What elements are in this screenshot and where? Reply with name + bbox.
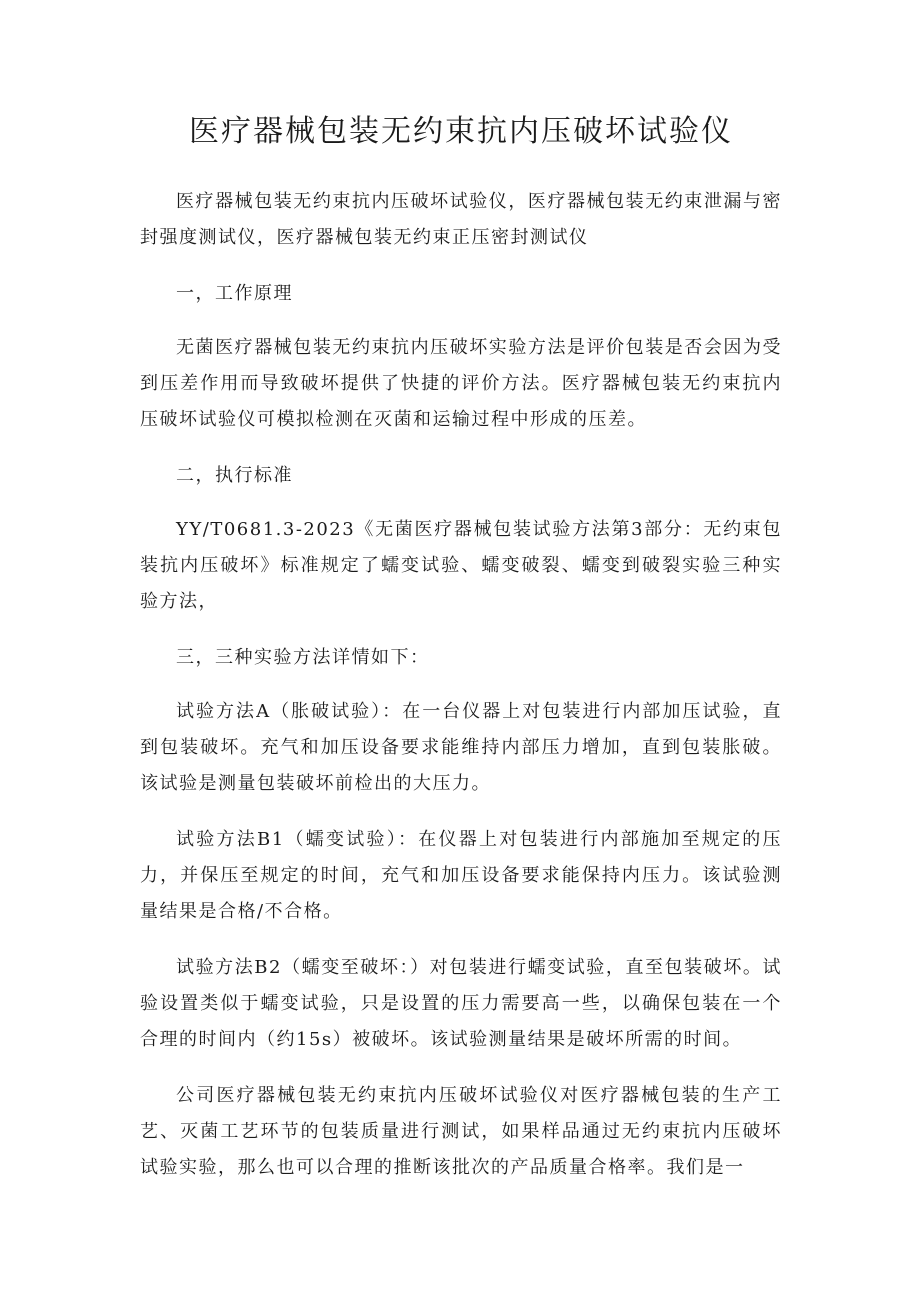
section-heading-methods: 三，三种实验方法详情如下：	[176, 647, 430, 668]
closing-paragraph: 公司医疗器械包装无约束抗内压破坏试验仪对医疗器械包装的生产工艺、灭菌工艺环节的包装质量进行测试，如果样品通过无约束抗内压破坏试验实验，那么也可以合理的推断该批次的产品质量合格率。我们是一	[140, 1085, 782, 1178]
method-b1-paragraph: 试验方法B1（蠕变试验）：在仪器上对包装进行内部施加至规定的压力，并保压至规定的时间，充气和加压设备要求能保持内压力。该试验测量结果是合格/不合格。	[140, 829, 782, 922]
standard-paragraph: YY/T0681.3-2023《无菌医疗器械包装试验方法第3部分：无约束包装抗内压破坏》标准规定了蠕变试验、蠕变破裂、蠕变到破裂实验三种实验方法，	[140, 519, 782, 612]
method-a-paragraph: 试验方法A（胀破试验）：在一台仪器上对包装进行内部加压试验，直到包装破坏。充气和加压设备要求能维持内部压力增加，直到包装胀破。该试验是测量包装破坏前检出的大压力。	[140, 701, 782, 794]
intro-paragraph: 医疗器械包装无约束抗内压破坏试验仪，医疗器械包装无约束泄漏与密封强度测试仪，医疗器械包装无约束正压密封测试仪	[140, 191, 782, 248]
section-heading-working-principle: 一，工作原理	[176, 283, 293, 304]
working-principle-paragraph: 无菌医疗器械包装无约束抗内压破坏实验方法是评价包装是否会因为受到压差作用而导致破坏提供了快捷的评价方法。医疗器械包装无约束抗内压破坏试验仪可模拟检测在灭菌和运输过程中形成的压差。	[140, 337, 782, 430]
method-b2-paragraph: 试验方法B2（蠕变至破坏：）对包装进行蠕变试验，直至包装破坏。试验设置类似于蠕变试验，只是设置的压力需要高一些，以确保包装在一个合理的时间内（约15s）被破坏。该试验测量结果是破坏所需的时间。	[140, 957, 782, 1050]
section-heading-standard: 二，执行标准	[176, 465, 293, 486]
document-page	[140, 104, 782, 1206]
document-title: 医疗器械包装无约束抗内压破坏试验仪	[189, 114, 733, 149]
